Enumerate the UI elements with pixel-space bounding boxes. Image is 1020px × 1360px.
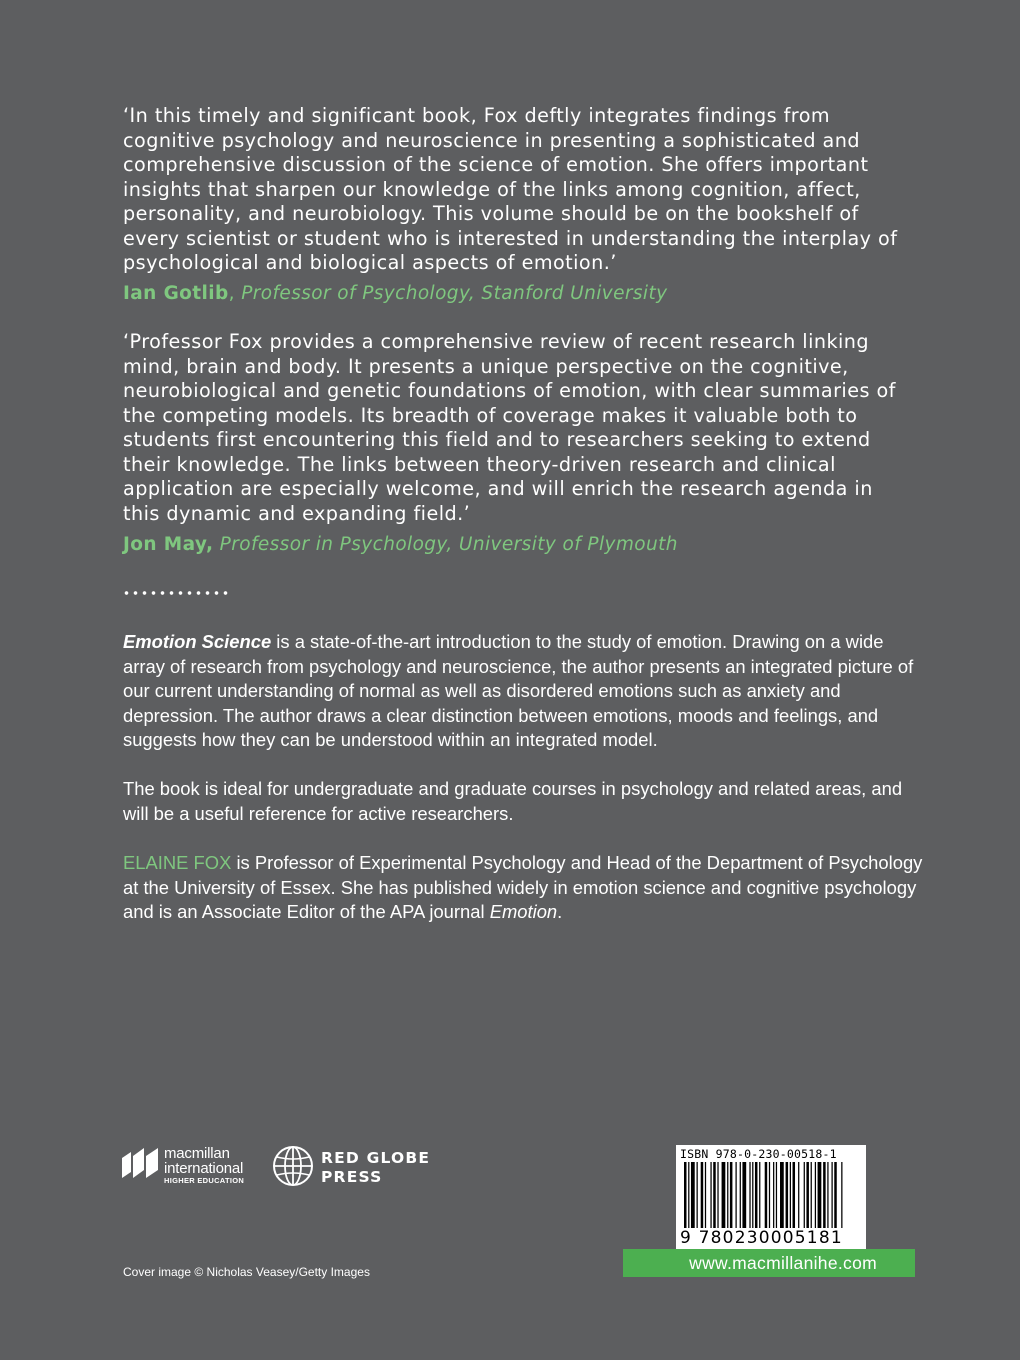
barcode-bar: [818, 1162, 822, 1228]
barcode-bar: [710, 1162, 711, 1228]
barcode-bar: [793, 1162, 796, 1228]
barcode-bar: [786, 1162, 789, 1228]
macmillan-line3: HIGHER EDUCATION: [164, 1176, 245, 1185]
barcode-bar: [705, 1162, 706, 1228]
audience-paragraph: The book is ideal for undergraduate and graduate courses in psychology and related areas, and will be a useful reference for active researchers.: [123, 778, 903, 824]
barcode-bar: [713, 1162, 716, 1228]
barcode-bar: [727, 1162, 728, 1228]
barcode-digit-group2: 005181: [770, 1228, 843, 1248]
barcode-bar: [755, 1162, 758, 1228]
barcode-bar: [790, 1162, 791, 1228]
book-title: Emotion Science: [123, 631, 272, 652]
barcode-bar: [798, 1162, 799, 1228]
barcode-bar: [749, 1162, 750, 1228]
barcode-bar: [717, 1162, 718, 1228]
barcode-bar: [730, 1162, 733, 1228]
barcode-bar: [806, 1162, 809, 1228]
barcode-digit-group1: 780230: [698, 1228, 771, 1248]
barcode-bars: [684, 1162, 844, 1228]
barcode-bar: [684, 1162, 687, 1228]
barcode-bar: [823, 1162, 826, 1228]
attribution-separator-1: ,: [228, 283, 242, 304]
barcode-bar: [759, 1162, 760, 1228]
author-name: ELAINE FOX: [123, 852, 232, 873]
globe-icon: [272, 1145, 314, 1187]
endorsement-attribution-2: [123, 533, 678, 557]
barcode-bar: [688, 1162, 689, 1228]
barcode-bar: [811, 1162, 812, 1228]
endorser-name-1: Ian Gotlib: [123, 283, 229, 304]
author-bio-text: is Professor of Experimental Psychology and Head of the Department of Psychology at the University of Essex. She has published widely in emotion science and cognitive psychology and is an Associate Editor of the APA journal: [123, 852, 923, 923]
barcode-bar: [834, 1162, 837, 1228]
author-bio-end: .: [557, 901, 563, 923]
cover-image-credit: Cover image © Nicholas Veasey/Getty Images: [123, 1265, 370, 1279]
book-description: [123, 630, 923, 753]
red-globe-press-logo: [272, 1145, 432, 1191]
macmillan-wordmark: [164, 1146, 244, 1186]
book-description-text: is a state-of-the-art introduction to the study of emotion. Drawing on a wide array of research from psychology and neuroscience, the author presents an integrated picture of our current understanding of normal as well as disordered emotions such as anxiety and depression. The author draws a clear distinction between emotions, moods and feelings, and suggests how they can be understood within an integrated model.: [123, 631, 914, 751]
barcode-bar: [691, 1162, 695, 1228]
barcode-bar: [773, 1162, 774, 1228]
barcode-bar: [804, 1162, 805, 1228]
macmillan-logo: [122, 1146, 262, 1190]
rgp-line2: PRESS: [321, 1168, 383, 1186]
endorsement-quote-2: ‘Professor Fox provides a comprehensive review of recent research linking mind, brain and body. It presents a unique perspective on the cognitive, neurobiological and genetic foundations of emotion, with clear summaries of the competing models. Its breadth of coverage makes it valuable both to students first encountering this field and to researchers seeking to extend their knowledge. The links between theory-driven research and clinical application are especially welcome, and will enrich the research agenda in this dynamic and expanding field.’: [123, 330, 896, 525]
endorser-role-1: Professor of Psychology, Stanford University: [241, 283, 668, 304]
author-bio: [123, 851, 923, 925]
barcode-bar: [722, 1162, 726, 1228]
macmillan-line1: macmillan: [164, 1145, 230, 1162]
barcode-bar: [701, 1162, 704, 1228]
barcode-bar: [841, 1162, 842, 1228]
macmillan-line2: international: [164, 1160, 244, 1177]
rgp-line1: RED GLOBE: [321, 1149, 431, 1167]
barcode-bar: [740, 1162, 741, 1228]
barcode-bar: [815, 1162, 816, 1228]
barcode-bar: [752, 1162, 753, 1228]
isbn-label: ISBN 978-0-230-00518-1: [680, 1147, 837, 1161]
barcode-bar: [776, 1162, 777, 1228]
barcode-bar: [735, 1162, 736, 1228]
barcode-bar: [765, 1162, 768, 1228]
barcode-bar: [780, 1162, 784, 1228]
barcode-bar: [831, 1162, 832, 1228]
endorsement-attribution-1: [123, 282, 667, 306]
barcode-bar: [769, 1162, 770, 1228]
barcode-digit-lead: 9: [680, 1228, 693, 1248]
barcode-digits: [680, 1229, 843, 1247]
barcode-bar: [742, 1162, 746, 1228]
macmillan-m-icon: [122, 1148, 158, 1178]
barcode-bar: [827, 1162, 828, 1228]
endorser-name-2: Jon May,: [123, 534, 214, 555]
publisher-website[interactable]: www.macmillanihe.com: [623, 1249, 915, 1277]
journal-name: Emotion: [489, 901, 558, 923]
dotted-divider: [122, 589, 230, 597]
endorsement-quote-1: ‘In this timely and significant book, Fox deftly integrates findings from cognitive psychology and neuroscience in presenting a sophisticated and comprehensive discussion of the science of emotion. She offers important insights that sharpen our knowledge of the links among cognition, affect, personality, and neurobiology. This volume should be on the bookshelf of every scientist or student who is interested in understanding the interplay of psychological and biological aspects of emotion.’: [123, 104, 898, 274]
red-globe-press-wordmark: [321, 1149, 430, 1187]
barcode-bar: [697, 1162, 698, 1228]
endorser-role-2: Professor in Psychology, University of Plymouth: [219, 534, 678, 555]
isbn-barcode: [676, 1145, 866, 1249]
